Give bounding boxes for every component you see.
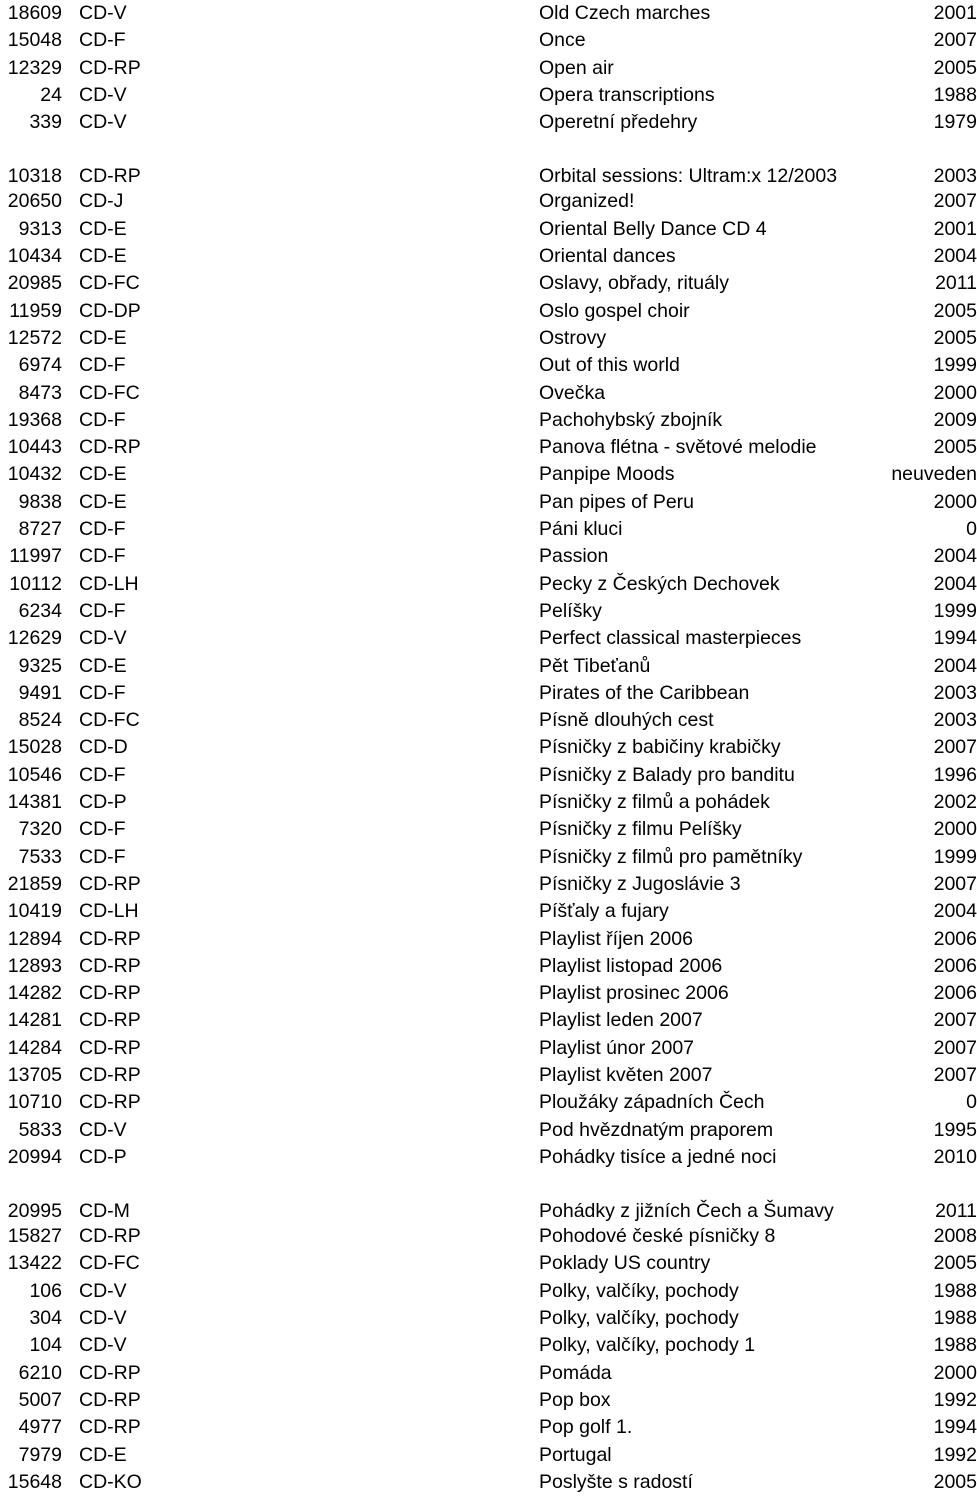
format-cell: CD-RP — [79, 165, 141, 188]
catalog-id-cell: 339 — [29, 111, 62, 134]
title-cell: Pohádky z jižních Čech a Šumavy — [539, 1200, 834, 1223]
table-row — [0, 1278, 977, 1305]
year-cell: 1995 — [933, 1118, 977, 1141]
year-cell: 2005 — [933, 1470, 977, 1493]
catalog-id-cell: 20995 — [7, 1200, 62, 1223]
table-row — [0, 1062, 977, 1089]
format-cell: CD-F — [79, 599, 126, 622]
table-row — [0, 109, 977, 136]
year-cell: 2004 — [933, 245, 977, 268]
title-cell: Out of this world — [539, 354, 680, 377]
catalog-id-cell: 13705 — [7, 1063, 62, 1086]
format-cell: CD-F — [79, 408, 126, 431]
year-cell: 2006 — [933, 954, 977, 977]
title-cell: Ovečka — [539, 381, 606, 404]
format-cell: CD-V — [79, 1118, 127, 1141]
table-row — [0, 1442, 977, 1469]
year-cell: 2001 — [933, 2, 977, 24]
title-cell: Playlist listopad 2006 — [539, 954, 723, 977]
title-cell: Páni kluci — [539, 518, 623, 541]
catalog-id-cell: 8727 — [18, 518, 62, 541]
catalog-id-cell: 20994 — [7, 1145, 62, 1168]
table-row — [0, 243, 977, 270]
catalog-id-cell: 8473 — [18, 381, 62, 404]
format-cell: CD-F — [79, 29, 126, 52]
table-row — [0, 844, 977, 871]
year-cell: 1988 — [933, 83, 977, 106]
catalog-id-cell: 7979 — [18, 1443, 62, 1466]
format-cell: CD-FC — [79, 709, 140, 732]
format-cell: CD-F — [79, 354, 126, 377]
table-row — [0, 1007, 977, 1034]
year-cell: 2000 — [933, 1361, 977, 1384]
title-cell: Orbital sessions: Ultram:x 12/2003 — [539, 165, 838, 188]
format-cell: CD-LH — [79, 572, 139, 595]
format-cell: CD-KO — [79, 1470, 142, 1493]
catalog-id-cell: 5007 — [18, 1388, 62, 1411]
format-cell: CD-RP — [79, 436, 141, 459]
format-cell: CD-RP — [79, 1063, 141, 1086]
format-cell: CD-E — [79, 490, 127, 513]
catalog-id-cell: 14284 — [7, 1036, 62, 1059]
table-row — [0, 0, 977, 27]
table-row — [0, 1117, 977, 1144]
year-cell: 0 — [966, 1091, 977, 1114]
table-row — [0, 1332, 977, 1359]
year-cell: 1999 — [933, 354, 977, 377]
title-cell: Oslo gospel choir — [539, 299, 690, 322]
year-cell: 2007 — [933, 736, 977, 759]
format-cell: CD-V — [79, 1279, 127, 1302]
catalog-id-cell: 14282 — [7, 982, 62, 1005]
format-cell: CD-F — [79, 681, 126, 704]
catalog-id-cell: 106 — [29, 1279, 62, 1302]
table-row — [0, 136, 977, 188]
title-cell: Perfect classical masterpieces — [539, 627, 802, 650]
catalog-id-cell: 13422 — [7, 1252, 62, 1275]
table-row — [0, 461, 977, 488]
format-cell: CD-RP — [79, 1009, 141, 1032]
catalog-id-cell: 24 — [40, 83, 62, 106]
year-cell: 2002 — [933, 791, 977, 814]
title-cell: Playlist říjen 2006 — [539, 927, 693, 950]
title-cell: Oriental dances — [539, 245, 676, 268]
format-cell: CD-V — [79, 627, 127, 650]
title-cell: Ploužáky západních Čech — [539, 1091, 765, 1114]
catalog-id-cell: 10710 — [7, 1091, 62, 1114]
format-cell: CD-FC — [79, 272, 140, 295]
year-cell: 2005 — [933, 299, 977, 322]
format-cell: CD-RP — [79, 954, 141, 977]
table-row — [0, 1414, 977, 1441]
year-cell: 2004 — [933, 900, 977, 923]
year-cell: 1988 — [933, 1279, 977, 1302]
year-cell: 2003 — [933, 681, 977, 704]
catalog-id-cell: 10419 — [7, 900, 62, 923]
format-cell: CD-F — [79, 763, 126, 786]
year-cell: 1988 — [933, 1307, 977, 1330]
catalog-id-cell: 9838 — [18, 490, 62, 513]
catalog-id-cell: 7320 — [18, 818, 62, 841]
table-row — [0, 680, 977, 707]
table-row — [0, 653, 977, 680]
table-row — [0, 762, 977, 789]
catalog-id-cell: 5833 — [18, 1118, 62, 1141]
table-row — [0, 489, 977, 516]
format-cell: CD-RP — [79, 1036, 141, 1059]
catalog-id-cell: 304 — [29, 1307, 62, 1330]
title-cell: Organized! — [539, 190, 635, 213]
table-row — [0, 980, 977, 1007]
year-cell: 1988 — [933, 1334, 977, 1357]
title-cell: Pop golf 1. — [539, 1416, 633, 1439]
table-row — [0, 1089, 977, 1116]
catalog-id-cell: 10112 — [9, 572, 62, 595]
format-cell: CD-E — [79, 326, 127, 349]
title-cell: Playlist leden 2007 — [539, 1009, 703, 1032]
table-row — [0, 82, 977, 109]
format-cell: CD-F — [79, 518, 126, 541]
title-cell: Panova flétna - světové melodie — [539, 436, 817, 459]
title-cell: Písničky z filmů a pohádek — [539, 791, 770, 814]
catalog-id-cell: 10432 — [7, 463, 62, 486]
title-cell: Oslavy, obřady, rituály — [539, 272, 730, 295]
table-row — [0, 543, 977, 570]
format-cell: CD-E — [79, 463, 127, 486]
catalog-id-cell: 15048 — [7, 29, 62, 52]
year-cell: 2011 — [935, 272, 977, 295]
year-cell: 2011 — [935, 1200, 977, 1223]
title-cell: Poslyšte s radostí — [539, 1470, 693, 1493]
title-cell: Playlist únor 2007 — [539, 1036, 695, 1059]
title-cell: Písničky z filmu Pelíšky — [539, 818, 742, 841]
title-cell: Open air — [539, 56, 614, 79]
table-row — [0, 270, 977, 297]
catalog-id-cell: 20650 — [7, 190, 62, 213]
table-row — [0, 734, 977, 761]
year-cell: 2007 — [933, 29, 977, 52]
format-cell: CD-V — [79, 1307, 127, 1330]
title-cell: Pirates of the Caribbean — [539, 681, 750, 704]
year-cell: 2005 — [933, 56, 977, 79]
table-row — [0, 789, 977, 816]
title-cell: Portugal — [539, 1443, 612, 1466]
year-cell: 2010 — [933, 1145, 977, 1168]
title-cell: Polky, valčíky, pochody — [539, 1279, 739, 1302]
format-cell: CD-J — [79, 190, 124, 213]
format-cell: CD-M — [79, 1200, 130, 1223]
title-cell: Oriental Belly Dance CD 4 — [539, 217, 767, 240]
catalog-id-cell: 10318 — [7, 165, 62, 188]
catalog-id-cell: 10546 — [7, 763, 62, 786]
catalog-id-cell: 15028 — [7, 736, 62, 759]
table-row — [0, 434, 977, 461]
year-cell: 2003 — [933, 709, 977, 732]
title-cell: Playlist květen 2007 — [539, 1063, 713, 1086]
title-cell: Opera transcriptions — [539, 83, 715, 106]
table-row — [0, 352, 977, 379]
table-row — [0, 1035, 977, 1062]
year-cell: 2007 — [933, 872, 977, 895]
catalog-id-cell: 7533 — [18, 845, 62, 868]
year-cell: 2004 — [933, 654, 977, 677]
table-row — [0, 871, 977, 898]
table-row — [0, 1360, 977, 1387]
format-cell: CD-E — [79, 217, 127, 240]
catalog-id-cell: 10443 — [7, 436, 62, 459]
format-cell: CD-RP — [79, 1361, 141, 1384]
format-cell: CD-RP — [79, 1225, 141, 1248]
catalog-id-cell: 9491 — [18, 681, 62, 704]
catalog-id-cell: 21859 — [7, 872, 62, 895]
table-row — [0, 816, 977, 843]
format-cell: CD-RP — [79, 982, 141, 1005]
table-row — [0, 55, 977, 82]
title-cell: Playlist prosinec 2006 — [539, 982, 729, 1005]
catalog-id-cell: 14281 — [7, 1009, 62, 1032]
format-cell: CD-LH — [79, 900, 139, 923]
title-cell: Pět Tibeťanů — [539, 654, 651, 677]
year-cell: 2008 — [933, 1225, 977, 1248]
table-row — [0, 1387, 977, 1414]
year-cell: 2000 — [933, 490, 977, 513]
year-cell: 2006 — [933, 982, 977, 1005]
year-cell: 2005 — [933, 436, 977, 459]
title-cell: Panpipe Moods — [539, 463, 675, 486]
catalog-id-cell: 10434 — [7, 245, 62, 268]
table-row — [0, 188, 977, 215]
format-cell: CD-DP — [79, 299, 141, 322]
catalog-id-cell: 12329 — [7, 56, 62, 79]
format-cell: CD-V — [79, 83, 127, 106]
year-cell: 1979 — [933, 111, 977, 134]
year-cell: 2004 — [933, 545, 977, 568]
year-cell: 2001 — [933, 217, 977, 240]
format-cell: CD-P — [79, 1145, 127, 1168]
title-cell: Operetní předehry — [539, 111, 698, 134]
table-row — [0, 571, 977, 598]
title-cell: Písničky z Jugoslávie 3 — [539, 872, 741, 895]
title-cell: Pachohybský zbojník — [539, 408, 723, 431]
format-cell: CD-RP — [79, 1091, 141, 1114]
title-cell: Ostrovy — [539, 326, 607, 349]
catalog-id-cell: 15827 — [7, 1225, 62, 1248]
title-cell: Pecky z Českých Dechovek — [539, 572, 780, 595]
year-cell: 2007 — [933, 190, 977, 213]
catalog-id-cell: 12572 — [7, 326, 62, 349]
format-cell: CD-RP — [79, 56, 141, 79]
table-row — [0, 1223, 977, 1250]
year-cell: 2005 — [933, 1252, 977, 1275]
table-row — [0, 380, 977, 407]
table-row — [0, 1144, 977, 1171]
catalog-id-cell: 19368 — [7, 408, 62, 431]
year-cell: 1999 — [933, 599, 977, 622]
title-cell: Once — [539, 29, 586, 52]
year-cell: 2007 — [933, 1063, 977, 1086]
format-cell: CD-RP — [79, 1416, 141, 1439]
title-cell: Polky, valčíky, pochody — [539, 1307, 739, 1330]
title-cell: Pohodové české písničky 8 — [539, 1225, 776, 1248]
table-row — [0, 1171, 977, 1223]
title-cell: Pelíšky — [539, 599, 602, 622]
catalog-id-cell: 11997 — [9, 545, 62, 568]
catalog-id-cell: 11959 — [9, 299, 62, 322]
title-cell: Pod hvězdnatým praporem — [539, 1118, 774, 1141]
year-cell: 0 — [966, 518, 977, 541]
format-cell: CD-RP — [79, 872, 141, 895]
title-cell: Pop box — [539, 1388, 611, 1411]
format-cell: CD-FC — [79, 1252, 140, 1275]
year-cell: 2004 — [933, 572, 977, 595]
title-cell: Pomáda — [539, 1361, 612, 1384]
catalog-id-cell: 6210 — [18, 1361, 62, 1384]
format-cell: CD-V — [79, 2, 127, 24]
year-cell: 2005 — [933, 326, 977, 349]
year-cell: 2000 — [933, 818, 977, 841]
title-cell: Old Czech marches — [539, 2, 711, 24]
format-cell: CD-RP — [79, 1388, 141, 1411]
title-cell: Pan pipes of Peru — [539, 490, 695, 513]
year-cell: neuveden — [891, 463, 977, 486]
table-row — [0, 598, 977, 625]
format-cell: CD-F — [79, 845, 126, 868]
catalog-id-cell: 9313 — [18, 217, 62, 240]
format-cell: CD-E — [79, 1443, 127, 1466]
table-row — [0, 516, 977, 543]
format-cell: CD-P — [79, 791, 127, 814]
title-cell: Passion — [539, 545, 609, 568]
format-cell: CD-E — [79, 654, 127, 677]
year-cell: 2000 — [933, 381, 977, 404]
catalog-id-cell: 6974 — [18, 354, 62, 377]
format-cell: CD-V — [79, 111, 127, 134]
title-cell: Polky, valčíky, pochody 1 — [539, 1334, 756, 1357]
table-row — [0, 325, 977, 352]
year-cell: 1994 — [933, 1416, 977, 1439]
catalog-id-cell: 9325 — [18, 654, 62, 677]
table-row — [0, 1305, 977, 1332]
title-cell: Písně dlouhých cest — [539, 709, 714, 732]
catalog-id-cell: 15648 — [7, 1470, 62, 1493]
title-cell: Písničky z babičiny krabičky — [539, 736, 781, 759]
table-row — [0, 926, 977, 953]
format-cell: CD-D — [79, 736, 128, 759]
format-cell: CD-V — [79, 1334, 127, 1357]
table-row — [0, 625, 977, 652]
table-row — [0, 1469, 977, 1496]
title-cell: Poklady US country — [539, 1252, 711, 1275]
catalog-id-cell: 104 — [29, 1334, 62, 1357]
catalog-id-cell: 18609 — [7, 2, 62, 24]
format-cell: CD-FC — [79, 381, 140, 404]
table-row — [0, 707, 977, 734]
year-cell: 1999 — [933, 845, 977, 868]
year-cell: 1992 — [933, 1443, 977, 1466]
format-cell: CD-RP — [79, 927, 141, 950]
format-cell: CD-F — [79, 818, 126, 841]
year-cell: 1994 — [933, 627, 977, 650]
catalog-id-cell: 8524 — [18, 709, 62, 732]
table-row — [0, 1250, 977, 1277]
catalog-id-cell: 12894 — [7, 927, 62, 950]
catalog-id-cell: 20985 — [7, 272, 62, 295]
table-row — [0, 953, 977, 980]
table-row — [0, 216, 977, 243]
title-cell: Pohádky tisíce a jedné noci — [539, 1145, 777, 1168]
format-cell: CD-E — [79, 245, 127, 268]
catalog-id-cell: 12629 — [7, 627, 62, 650]
year-cell: 2003 — [933, 165, 977, 188]
table-row — [0, 407, 977, 434]
title-cell: Píšťaly a fujary — [539, 900, 669, 923]
catalog-id-cell: 4977 — [18, 1416, 62, 1439]
catalog-id-cell: 12893 — [7, 954, 62, 977]
table-row — [0, 298, 977, 325]
title-cell: Písničky z Balady pro banditu — [539, 763, 795, 786]
title-cell: Písničky z filmů pro pamětníky — [539, 845, 803, 868]
year-cell: 2007 — [933, 1036, 977, 1059]
year-cell: 2006 — [933, 927, 977, 950]
table-row — [0, 898, 977, 925]
catalog-id-cell: 14381 — [7, 791, 62, 814]
year-cell: 2009 — [933, 408, 977, 431]
table-row — [0, 27, 977, 54]
catalog-id-cell: 6234 — [18, 599, 62, 622]
year-cell: 2007 — [933, 1009, 977, 1032]
year-cell: 1992 — [933, 1388, 977, 1411]
year-cell: 1996 — [933, 763, 977, 786]
format-cell: CD-F — [79, 545, 126, 568]
